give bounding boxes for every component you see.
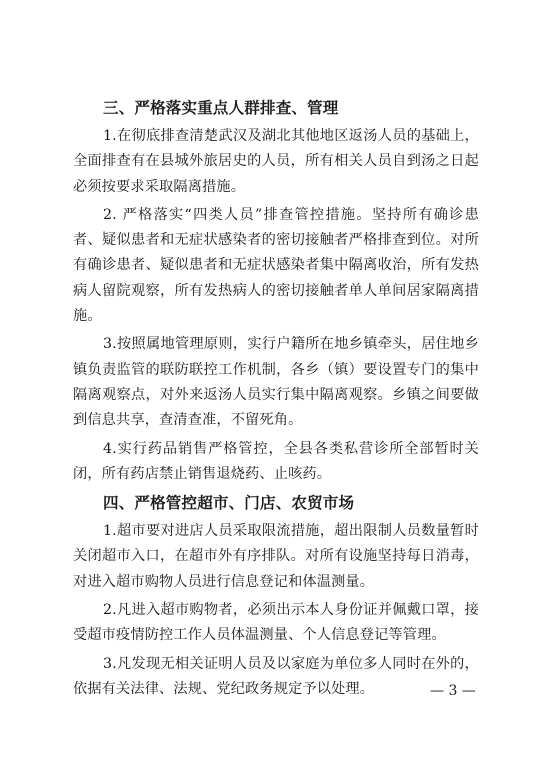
section-heading-3: 三、严格落实重点人群排查、管理 bbox=[103, 99, 339, 117]
page-number: — 3 — bbox=[430, 683, 476, 699]
paragraph-3-1: 1.在彻底排查清楚武汉及湖北其他地区返汤人员的基础上，全面排查有在县城外旅居史的人员，所有相关人员自到汤之日起必须按要求采取隔离措施。 bbox=[73, 128, 479, 195]
paragraph-4-3: 3.凡发现无相关证明人员及以家庭为单位多人同时在外的，依据有关法律、法规、党纪政务规定予以处理。 bbox=[73, 655, 479, 697]
paragraph-4-1: 1.超市要对进店人员采取限流措施，超出限制人员数量暂时关闭超市入口，在超市外有序排队。对所有设施坚持每日消毒，对进入超市购物人员进行信息登记和体温测量。 bbox=[73, 523, 479, 590]
paragraph-3-3: 3.按照属地管理原则，实行户籍所在地乡镇牵头，居住地乡镇负责监管的联防联控工作机制，各乡（镇）要设置专门的集中隔离观察点，对外来返汤人员实行集中隔离观察。乡镇之间要做到信息共享，查清查准，不留死角。 bbox=[73, 336, 479, 429]
section-heading-4: 四、严格管控超市、门店、农贸市场 bbox=[103, 494, 355, 513]
paragraph-3-4: 4.实行药品销售严格管控，全县各类私营诊所全部暂时关闭，所有药店禁止销售退烧药、止咳药。 bbox=[73, 440, 479, 482]
paragraph-4-2: 2.凡进入超市购物者，必须出示本人身份证并佩戴口罩，接受超市疫情防控工作人员体温测量、个人信息登记等管理。 bbox=[73, 602, 479, 644]
paragraph-3-2: 2. 严格落实“四类人员”排查管控措施。坚持所有确诊患者、疑似患者和无症状感染者的密切接触者严格排查到位。对所有确诊患者、疑似患者和无症状感染者集中隔离收治，所有发热病人留院观察，所有发热病人的密切接触者单人单间居家隔离措施。 bbox=[73, 206, 479, 325]
document-body bbox=[73, 95, 479, 705]
